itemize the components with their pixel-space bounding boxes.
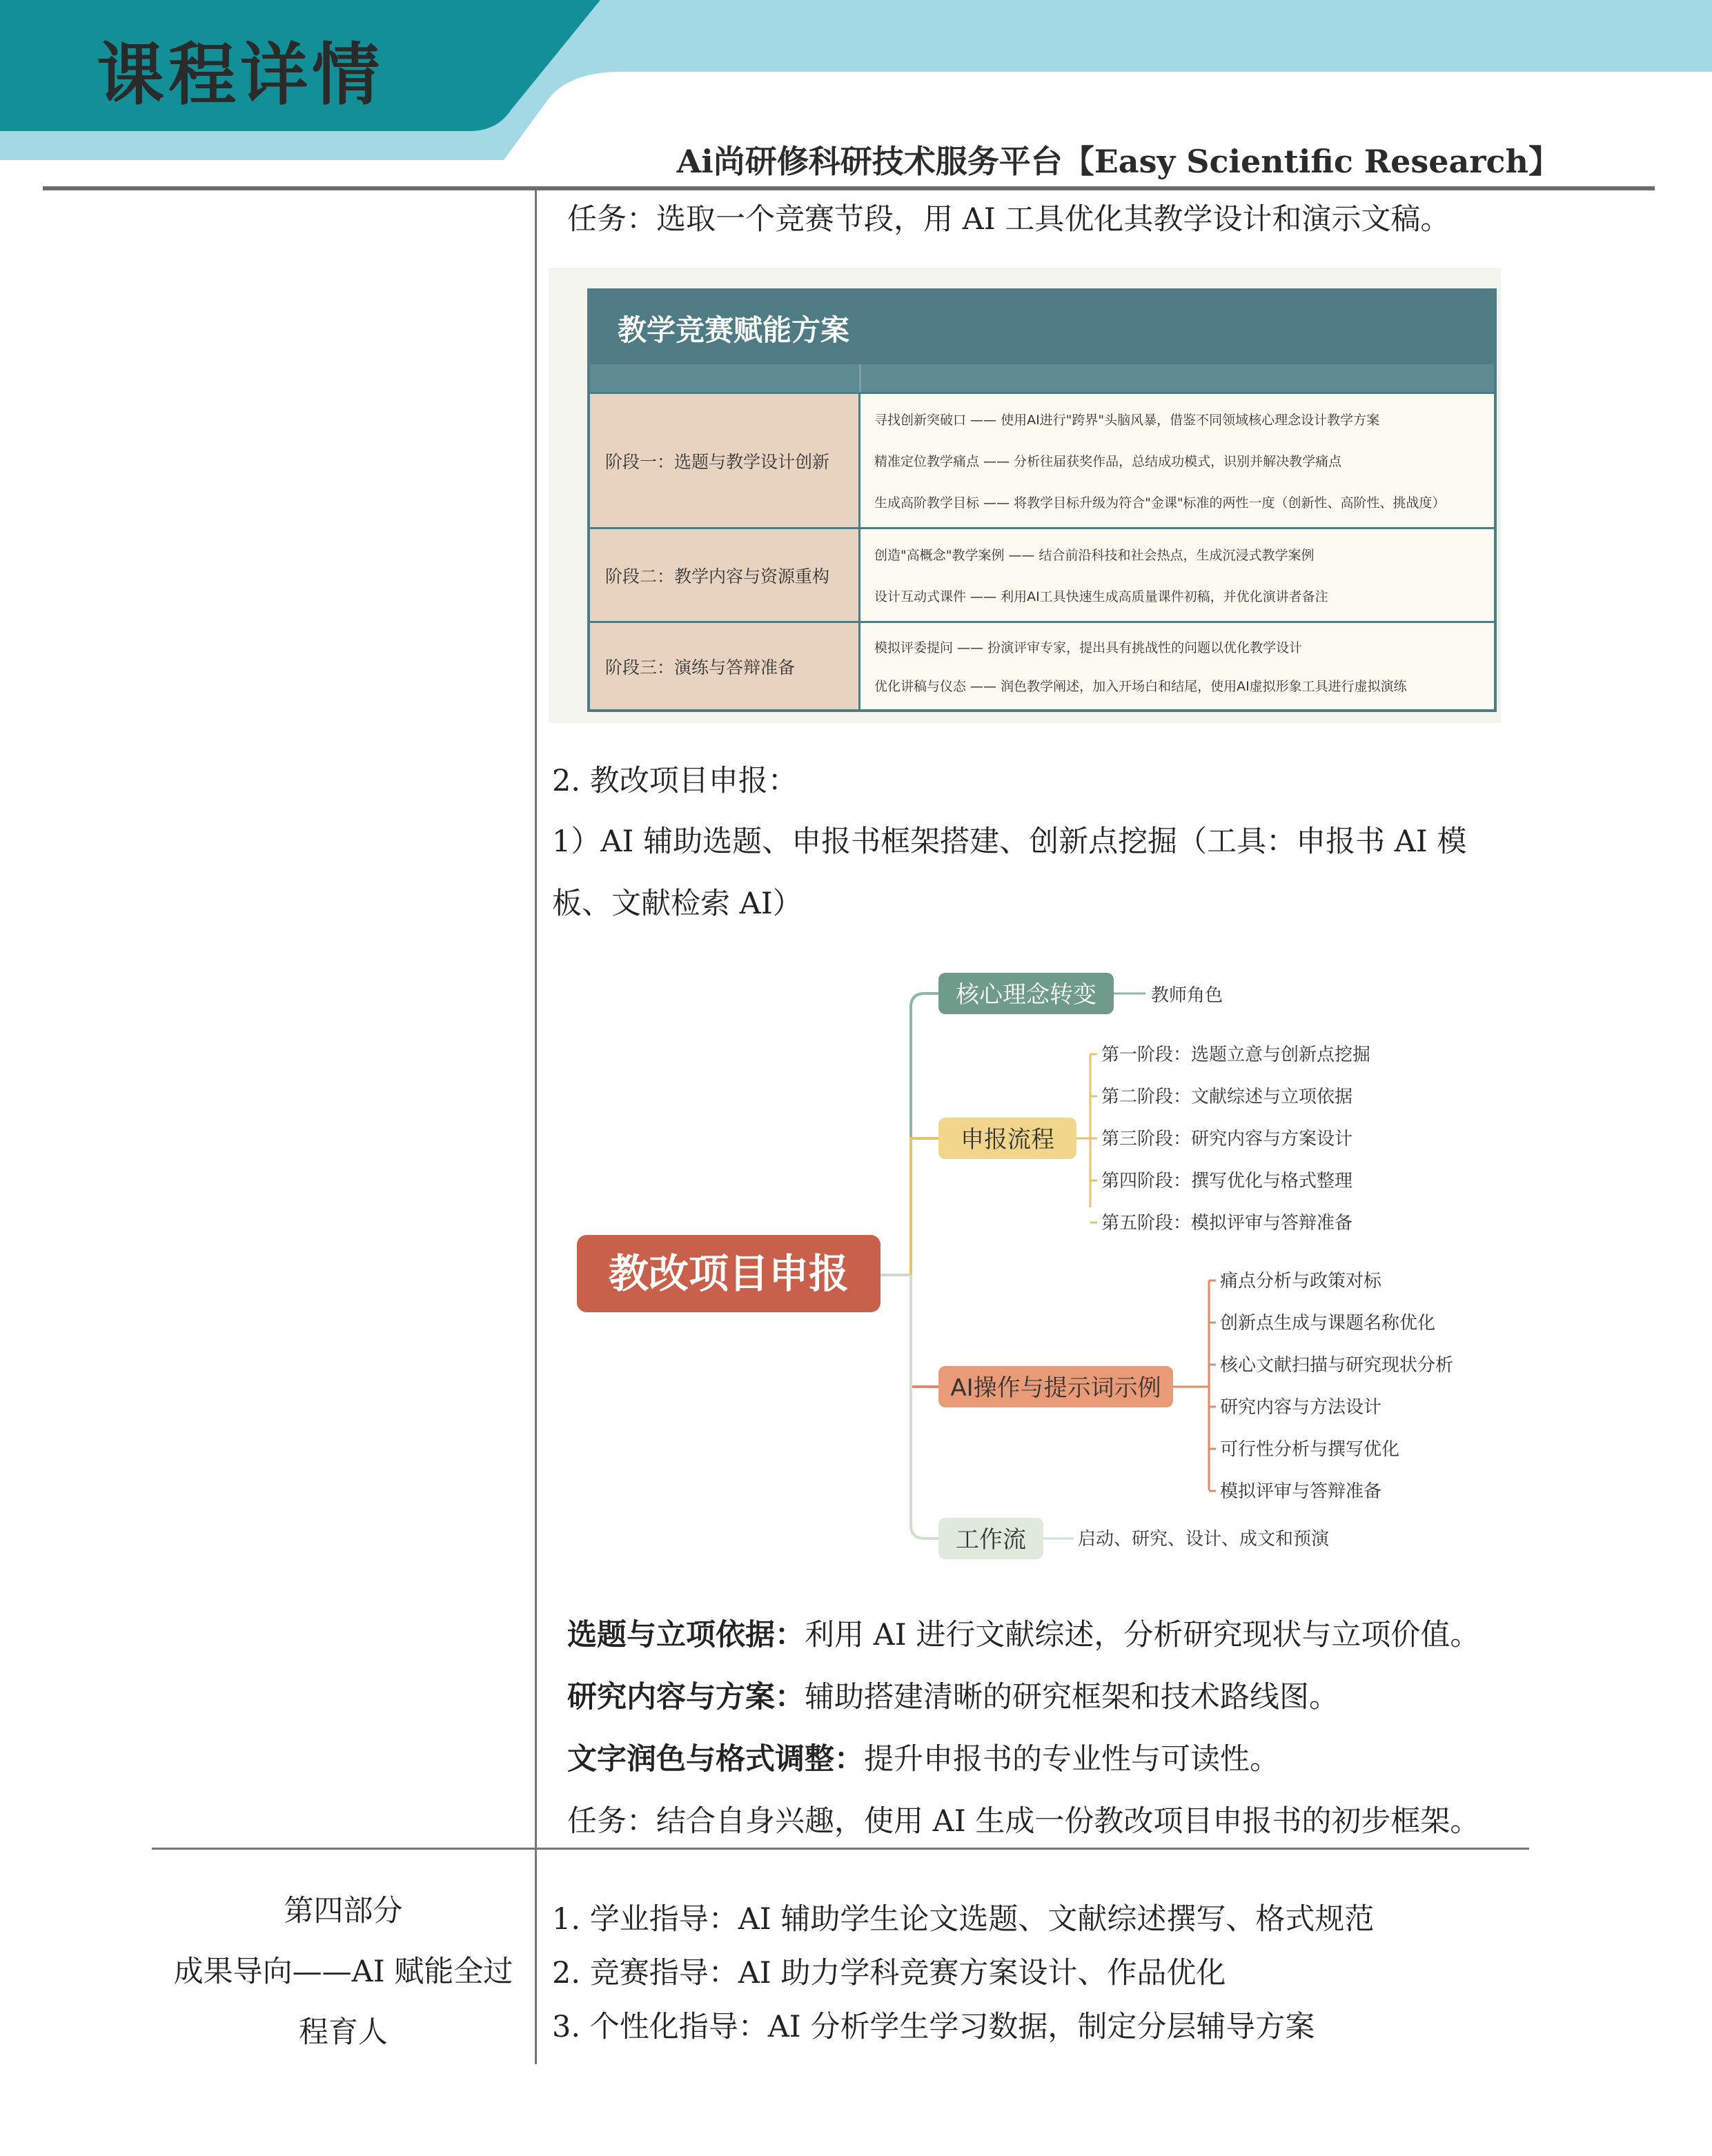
process-child: 第二阶段：文献综述与立项依据 bbox=[1101, 1087, 1353, 1107]
section2-heading: 2. 教改项目申报： bbox=[552, 764, 798, 798]
stage-item: 创造"高概念"教学案例 —— 结合前沿科技和社会热点，生成沉浸式教学案例 bbox=[874, 547, 1315, 563]
branch-workflow: 工作流 bbox=[956, 1526, 1026, 1554]
branch-process: 申报流程 bbox=[961, 1126, 1054, 1154]
bullet-text: 辅助搭建清晰的研究框架和技术路线图。 bbox=[805, 1680, 1339, 1714]
stage-label: 阶段二：教学内容与资源重构 bbox=[590, 529, 860, 621]
mind-map bbox=[552, 952, 1504, 1573]
ai-child: 研究内容与方法设计 bbox=[1220, 1397, 1382, 1418]
ai-child: 可行性分析与撰写优化 bbox=[1220, 1439, 1400, 1460]
table-row bbox=[590, 392, 1494, 527]
stage-item: 模拟评委提问 —— 扮演评审专家，提出具有挑战性的问题以优化教学设计 bbox=[874, 640, 1303, 655]
connector-process bbox=[911, 1138, 938, 1275]
ai-children-connector bbox=[1173, 1280, 1216, 1491]
table-column-divider bbox=[535, 190, 537, 2064]
ai-child: 创新点生成与课题名称优化 bbox=[1220, 1313, 1436, 1334]
stage-item: 精准定位教学痛点 —— 分析往届获奖作品，总结成功模式，识别并解决教学痛点 bbox=[874, 453, 1342, 469]
branch-core-child: 教师角色 bbox=[1151, 985, 1223, 1006]
connector-workflow bbox=[911, 1275, 938, 1539]
competition-table-subbar bbox=[590, 364, 1494, 392]
competition-table-title-bar bbox=[590, 291, 1494, 364]
part4-item: 3. 个性化指导：AI 分析学生学习数据，制定分层辅导方案 bbox=[552, 2010, 1315, 2044]
branch-core: 核心理念转变 bbox=[956, 981, 1096, 1009]
part4-item: 2. 竞赛指导：AI 助力学科竞赛方案设计、作品优化 bbox=[552, 1956, 1226, 1990]
task-line-2: 任务：结合自身兴趣，使用 AI 生成一份教改项目申报书的初步框架。 bbox=[567, 1804, 1480, 1839]
process-child: 第三阶段：研究内容与方案设计 bbox=[1101, 1129, 1353, 1149]
stage-item: 优化讲稿与仪态 —— 润色教学阐述，加入开场白和结尾，使用AI虚拟形象工具进行虚拟演练 bbox=[874, 679, 1407, 695]
bullet-text: 利用 AI 进行文献综述，分析研究现状与立项价值。 bbox=[805, 1618, 1480, 1652]
part4-subtitle-line-1: 成果导向——AI 赋能全过 bbox=[173, 1955, 513, 1989]
table-row bbox=[590, 527, 1494, 621]
ai-child: 核心文献扫描与研究现状分析 bbox=[1220, 1355, 1454, 1376]
ai-child: 痛点分析与政策对标 bbox=[1220, 1271, 1382, 1292]
bullet-text: 提升申报书的专业性与可读性。 bbox=[864, 1742, 1279, 1777]
section2-desc-line-1: 1）AI 辅助选题、申报书框架搭建、创新点挖掘（工具：申报书 AI 模 bbox=[552, 824, 1467, 859]
subbar-divider bbox=[859, 364, 861, 392]
bullet-label: 选题与立项依据： bbox=[567, 1618, 805, 1652]
platform-name: Ai尚研修科研技术服务平台【Easy Scientific Research】 bbox=[676, 143, 1560, 180]
stage-item: 设计互动式课件 —— 利用AI工具快速生成高质量课件初稿，并优化演讲者备注 bbox=[874, 589, 1328, 605]
connector-core bbox=[911, 993, 938, 1275]
connector-ai bbox=[911, 1275, 938, 1387]
ai-child: 模拟评审与答辩准备 bbox=[1220, 1481, 1382, 1502]
stage-items bbox=[874, 394, 1487, 527]
section2-desc-line-2: 板、文献检索 AI） bbox=[552, 887, 803, 921]
bullet-item bbox=[567, 1612, 1479, 1654]
table-row-divider bbox=[152, 1848, 1529, 1850]
process-child: 第一阶段：选题立意与创新点挖掘 bbox=[1101, 1045, 1371, 1065]
table-row bbox=[590, 621, 1494, 709]
section-title: 课程详情 bbox=[97, 36, 384, 115]
mind-map-root: 教改项目申报 bbox=[608, 1250, 849, 1297]
bullet-label: 研究内容与方案： bbox=[567, 1680, 805, 1714]
stage-label: 阶段一：选题与教学设计创新 bbox=[590, 394, 860, 527]
header-rule bbox=[43, 186, 1655, 190]
part4-subtitle-line-2: 程育人 bbox=[299, 2015, 388, 2050]
stage-items bbox=[874, 623, 1487, 709]
bullet-label: 文字润色与格式调整： bbox=[567, 1742, 864, 1777]
part4-item: 1. 学业指导：AI 辅助学生论文选题、文献综述撰写、格式规范 bbox=[552, 1902, 1375, 1937]
stage-label: 阶段三：演练与答辩准备 bbox=[590, 623, 860, 709]
branch-workflow-child: 启动、研究、设计、成文和预演 bbox=[1078, 1529, 1330, 1550]
competition-plan-table bbox=[549, 268, 1501, 723]
competition-table-title: 教学竞赛赋能方案 bbox=[618, 313, 850, 347]
branch-ai: AI操作与提示词示例 bbox=[950, 1374, 1161, 1402]
stage-item: 寻找创新突破口 —— 使用AI进行"跨界"头脑风暴，借鉴不同领域核心理念设计教学方案 bbox=[874, 412, 1380, 428]
bullet-item bbox=[567, 1736, 1279, 1778]
process-child: 第四阶段：撰写优化与格式整理 bbox=[1101, 1171, 1353, 1191]
task-line-1: 任务：选取一个竞赛节段，用 AI 工具优化其教学设计和演示文稿。 bbox=[567, 202, 1450, 237]
part4-title: 第四部分 bbox=[284, 1894, 403, 1928]
bullet-item bbox=[567, 1674, 1339, 1716]
stage-item: 生成高阶教学目标 —— 将教学目标升级为符合"金课"标准的两性一度（创新性、高阶性、挑战度） bbox=[874, 495, 1446, 511]
stage-items bbox=[874, 529, 1487, 621]
process-children-connector bbox=[1076, 1054, 1097, 1223]
competition-table-frame bbox=[587, 288, 1497, 712]
process-child: 第五阶段：模拟评审与答辩准备 bbox=[1101, 1213, 1353, 1234]
